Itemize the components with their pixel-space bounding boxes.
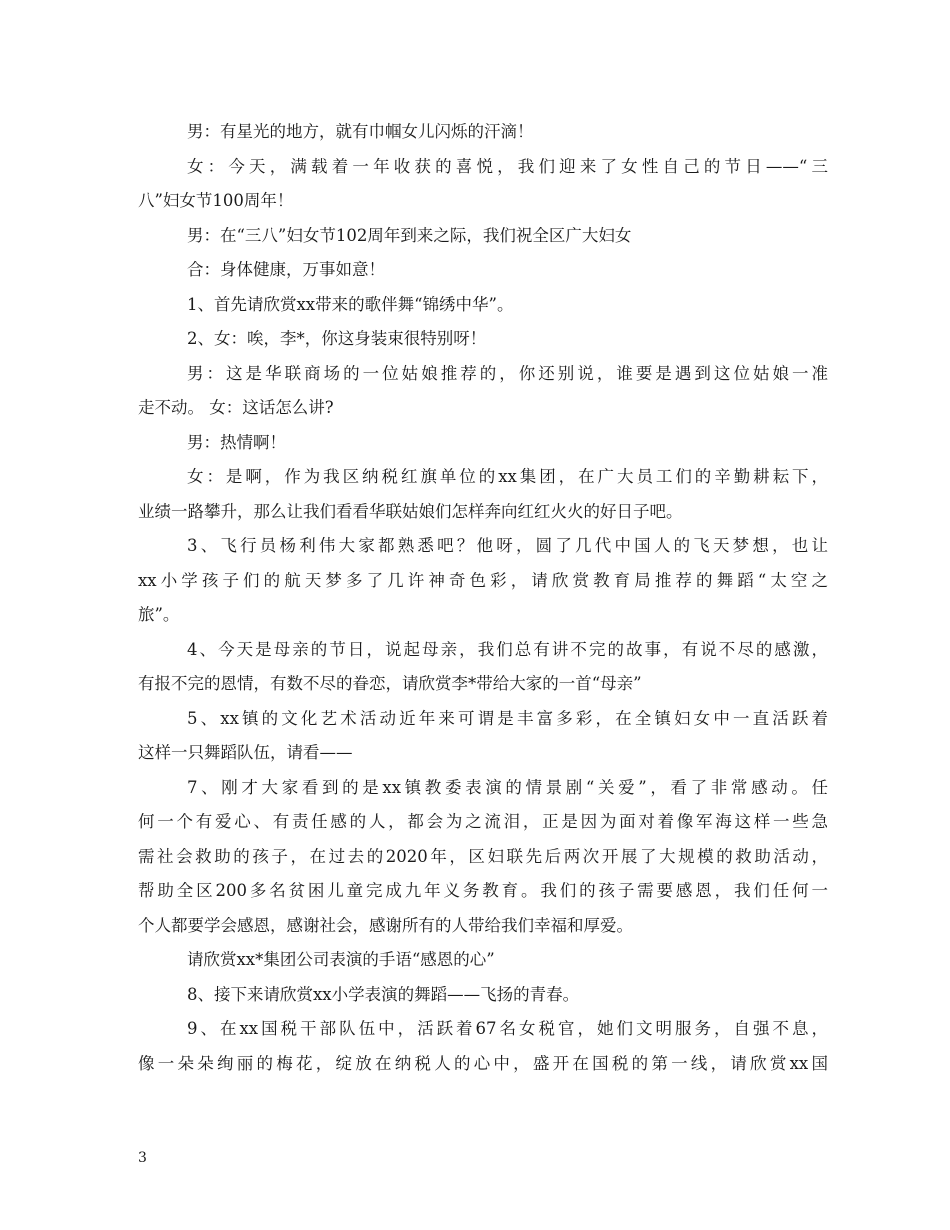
text-line-4: 男：在“三八”妇女节102周年到来之际，我们祝全区广大妇女	[187, 225, 632, 245]
text-line-24: 个人都要学会感恩，感谢社会，感谢所有的人带给我们幸福和厚爱。	[138, 915, 633, 935]
page-number: 3	[138, 1150, 147, 1166]
text-line-8: 男：这是华联商场的一位姑娘推荐的，你还别说，谁要是遇到这位姑娘一准	[187, 363, 828, 383]
text-line-20: 7、刚才大家看到的是xx镇教委表演的情景剧“关爱”，看了非常感动。任	[187, 777, 828, 797]
text-line-18: 5、xx镇的文化艺术活动近年来可谓是丰富多彩，在全镇妇女中一直活跃着	[187, 708, 828, 728]
document-body	[138, 115, 828, 1081]
text-line-6: 1、首先请欣赏xx带来的歌伴舞“锦绣中华”。	[187, 294, 514, 314]
text-line-19: 这样一只舞蹈队伍，请看——	[138, 743, 353, 762]
text-line-3: 八”妇女节100周年！	[138, 191, 294, 210]
text-line-12: 业绩一路攀升，那么让我们看看华联姑娘们怎样奔向红红火火的好日子吧。	[138, 501, 683, 521]
text-line-16: 4、今天是母亲的节日，说起母亲，我们总有讲不完的故事，有说不尽的感激，	[187, 639, 828, 659]
text-line-10: 男：热情啊！	[187, 432, 286, 452]
text-line-2: 女：今天，满载着一年收获的喜悦，我们迎来了女性自己的节日——“三	[187, 156, 828, 176]
text-line-17: 有报不完的恩情，有数不尽的眷恋，请欣赏李*带给大家的一首“母亲”	[138, 674, 642, 693]
text-line-22: 需社会救助的孩子，在过去的2020年，区妇联先后两次开展了大规模的救助活动，	[138, 846, 828, 866]
text-line-9: 走不动。 女：这话怎么讲?	[138, 398, 334, 417]
text-line-5: 合：身体健康，万事如意！	[187, 260, 385, 279]
text-line-13: 3、飞行员杨利伟大家都熟悉吧？他呀，圆了几代中国人的飞天梦想，也让	[187, 536, 828, 555]
text-line-27: 9、在xx国税干部队伍中，活跃着67名女税官，她们文明服务，自强不息，	[187, 1019, 828, 1038]
text-line-25: 请欣赏xx*集团公司表演的手语“感恩的心”	[187, 950, 495, 969]
text-line-14: xx小学孩子们的航天梦多了几许神奇色彩，请欣赏教育局推荐的舞蹈“太空之	[138, 570, 828, 590]
text-line-11: 女：是啊，作为我区纳税红旗单位的xx集团，在广大员工们的辛勤耕耘下，	[187, 467, 828, 486]
text-line-15: 旅”。	[138, 605, 180, 624]
text-line-7: 2、女：唉，李*，你这身装束很特别呀！	[187, 329, 487, 348]
text-line-21: 何一个有爱心、有责任感的人，都会为之流泪，正是因为面对着像军海这样一些急	[138, 812, 828, 831]
text-line-28: 像一朵朵绚丽的梅花，绽放在纳税人的心中，盛开在国税的第一线，请欣赏xx国	[138, 1053, 828, 1073]
text-line-26: 8、接下来请欣赏xx小学表演的舞蹈——飞扬的青春。	[187, 984, 580, 1004]
text-line-1: 男：有星光的地方，就有巾帼女儿闪烁的汗滴！	[187, 122, 534, 141]
text-line-23: 帮助全区200多名贫困儿童完成九年义务教育。我们的孩子需要感恩，我们任何一	[138, 881, 828, 900]
